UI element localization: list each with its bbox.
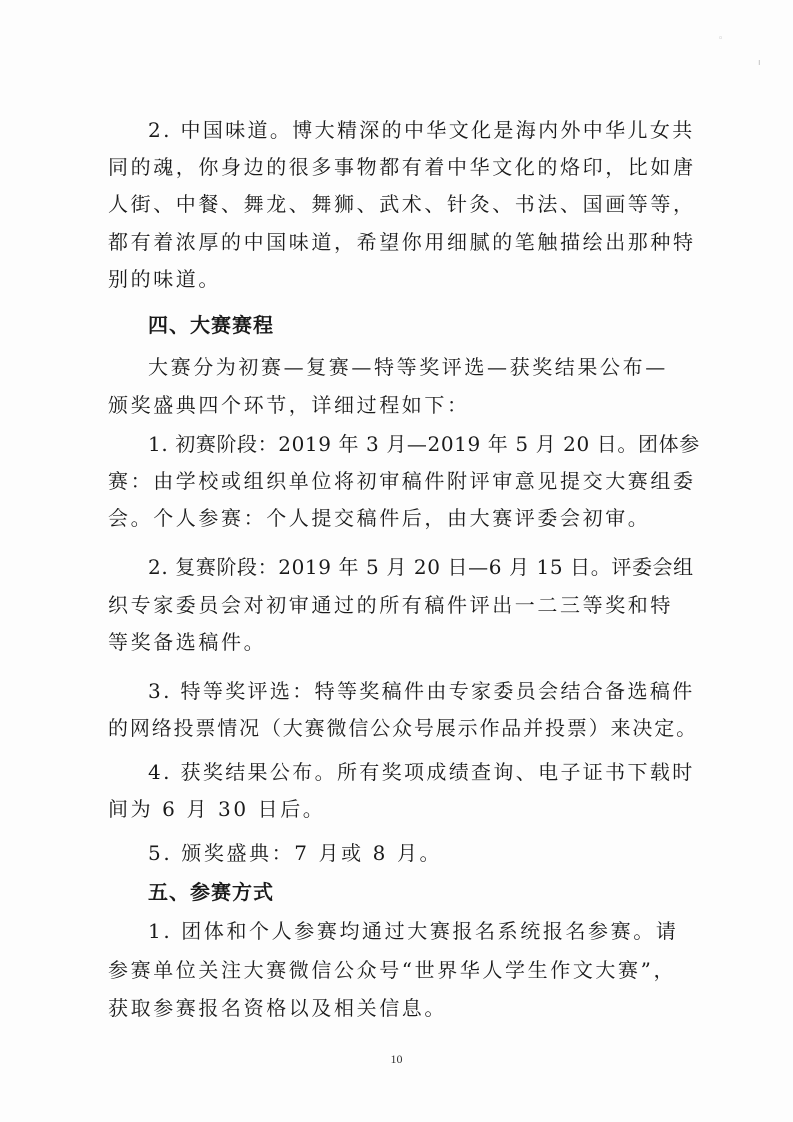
page-number: 10: [390, 1052, 403, 1066]
paragraph-line: 颁奖盛典四个环节，详细过程如下：: [108, 393, 470, 417]
paragraph-line: 5. 颁奖盛典：7 月或 8 月。: [148, 841, 443, 865]
paragraph-line: 人街、中餐、舞龙、舞狮、武术、针灸、书法、国画等等，: [108, 192, 696, 216]
paragraph-line: 间为 6 月 30 日后。: [108, 797, 326, 821]
paragraph-line: 会。个人参赛：个人提交稿件后，由大赛评委会初审。: [108, 506, 651, 530]
paragraph-line: 1. 团体和个人参赛均通过大赛报名系统报名参赛。请: [148, 919, 679, 943]
section-heading: 五、参赛方式: [148, 880, 274, 904]
scan-speck: ı: [758, 58, 761, 68]
paragraph-line: 等奖备选稿件。: [108, 630, 267, 654]
paragraph-line: 2. 中国味道。博大精深的中华文化是海内外中华儿女共: [148, 118, 695, 142]
paragraph-line: 同的魂，你身边的很多事物都有着中华文化的烙印，比如唐: [108, 155, 696, 179]
paragraph-line: 都有着浓厚的中国味道，希望你用细腻的笔触描绘出那种特: [108, 230, 696, 254]
paragraph-line: 的网络投票情况（大赛微信公众号展示作品并投票）来决定。: [108, 716, 698, 740]
paragraph-line: 大赛分为初赛—复赛—特等奖评选—获奖结果公布—: [148, 355, 668, 379]
paragraph-line: 赛：由学校或组织单位将初审稿件附评审意见提交大赛组委: [108, 469, 696, 493]
paragraph-line: 织专家委员会对初审通过的所有稿件评出一二三等奖和特: [108, 593, 673, 617]
paragraph-line: 2. 复赛阶段：2019 年 5 月 20 日—6 月 15 日。评委会组: [148, 555, 694, 579]
paragraph-line: 参赛单位关注大赛微信公众号“世界华人学生作文大赛”，: [108, 958, 677, 982]
scan-speck: ◦: [718, 34, 724, 44]
section-heading: 四、大赛赛程: [148, 313, 274, 337]
paragraph-line: 3. 特等奖评选：特等奖稿件由专家委员会结合备选稿件: [148, 679, 695, 703]
paragraph-line: 获取参赛报名资格以及相关信息。: [108, 996, 447, 1020]
paragraph-line: 1. 初赛阶段：2019 年 3 月—2019 年 5 月 20 日。团体参: [148, 432, 700, 456]
paragraph-line: 4. 获奖结果公布。所有奖项成绩查询、电子证书下载时: [148, 760, 695, 784]
paragraph-line: 别的味道。: [108, 267, 221, 291]
